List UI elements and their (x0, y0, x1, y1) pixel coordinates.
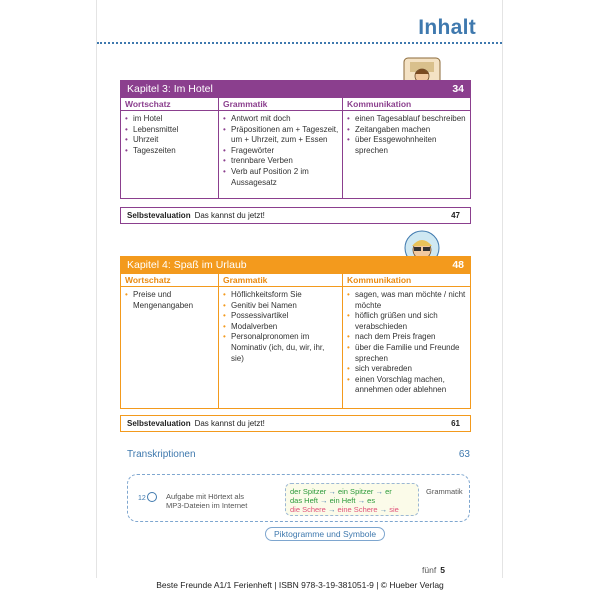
col-title: Grammatik (219, 274, 342, 287)
grammar-word: ein Heft (329, 496, 356, 505)
col-grammatik (219, 274, 343, 408)
list-item: • Verb auf Position 2 im Aussagesatz (223, 167, 339, 188)
transcriptions-page: 63 (458, 449, 470, 460)
list-item: • Possessivartikel (223, 311, 339, 322)
transcriptions-label: Transkriptionen (127, 449, 196, 460)
audio-text-line: Aufgabe mit Hörtext als (166, 492, 244, 501)
col-wortschatz (121, 98, 219, 198)
chapter-3-block (120, 80, 471, 199)
list-item: • Preise und Mengenangaben (125, 290, 215, 311)
grammar-word: sie (389, 505, 399, 514)
list-item: • Modalverben (223, 322, 339, 333)
chapter-3-title: Kapitel 3: Im Hotel (127, 83, 213, 95)
self-text: Das kannst du jetzt! (194, 211, 265, 220)
col-title: Wortschatz (121, 274, 218, 287)
grammar-word: eine Schere (337, 505, 378, 514)
grammar-label: Grammatik (426, 487, 463, 496)
list-item: • einen Vorschlag machen, annehmen oder ablehnen (347, 375, 467, 396)
chapter-4-title: Kapitel 4: Spaß im Urlaub (127, 259, 247, 271)
col-title: Grammatik (219, 98, 342, 111)
self-label: Selbstevaluation (127, 419, 191, 428)
chapter-3-table (120, 98, 471, 199)
list-item: • trennbare Verben (223, 156, 339, 167)
list-item: • Uhrzeit (125, 135, 215, 146)
list-item: • Genitiv bei Namen (223, 301, 339, 312)
list-item: • Lebensmittel (125, 125, 215, 136)
grammar-row (290, 487, 414, 496)
list-item: • im Hotel (125, 114, 215, 125)
chapter-3-header[interactable] (120, 80, 471, 98)
heading-divider (97, 42, 502, 44)
symbols-legend (127, 474, 470, 522)
arrow-icon: → (375, 487, 383, 496)
list-item: • Zeitangaben machen (347, 125, 467, 136)
col-title: Kommunikation (343, 98, 470, 111)
list-item: • nach dem Preis fragen (347, 332, 467, 343)
list-item: • einen Tagesablauf beschreiben (347, 114, 467, 125)
col-grammatik (219, 98, 343, 198)
audio-cd-icon (147, 492, 157, 502)
list-item: • Präpositionen am + Tageszeit, um + Uhrzeit, zum + Essen (223, 125, 339, 146)
page-heading: Inhalt (418, 16, 476, 39)
self-label: Selbstevaluation (127, 211, 191, 220)
col-title: Kommunikation (343, 274, 470, 287)
arrow-icon: → (327, 505, 336, 514)
col-kommunikation (343, 274, 470, 408)
grammar-word: es (367, 496, 376, 505)
col-kommunikation (343, 98, 470, 198)
grammar-example-box (285, 483, 463, 516)
cd-track-number: 12 (138, 495, 146, 502)
list-item: • über Essgewohnheiten sprechen (347, 135, 467, 156)
chapter-4-selfevaluation[interactable] (120, 415, 471, 432)
self-text: Das kannst du jetzt! (194, 419, 265, 428)
col-title: Wortschatz (121, 98, 218, 111)
list-item: • Höflichkeitsform Sie (223, 290, 339, 301)
audio-text-line: MP3-Dateien im Internet (166, 501, 248, 510)
list-item: • Fragewörter (223, 146, 339, 157)
symbols-pill: Piktogramme und Symbole (265, 527, 385, 541)
grammar-row (290, 496, 414, 505)
audio-description (166, 492, 247, 510)
col-wortschatz (121, 274, 219, 408)
transcriptions-entry[interactable] (127, 449, 470, 460)
chapter-4-page: 48 (452, 259, 464, 271)
page-word: fünf (422, 565, 437, 575)
list-item: • Tageszeiten (125, 146, 215, 157)
chapter-4-header[interactable] (120, 256, 471, 274)
list-item: • sich verabreden (347, 364, 467, 375)
chapter-4-block (120, 256, 471, 409)
page-digit: 5 (440, 565, 445, 575)
self-page: 61 (451, 419, 460, 428)
chapter-3-page: 34 (452, 83, 464, 95)
grammar-word: das Heft (290, 496, 318, 505)
grammar-word: er (385, 487, 392, 496)
self-page: 47 (451, 211, 460, 220)
arrow-icon: → (357, 496, 366, 505)
footer: Beste Freunde A1/1 Ferienheft | ISBN 978-3-19-381051-9 | © Hueber Verlag (156, 580, 444, 590)
arrow-icon: → (320, 496, 328, 505)
list-item: • Personalpronomen im Nominativ (ich, du, wir, ihr, sie) (223, 332, 339, 364)
grammar-word: ein Spitzer (337, 487, 374, 496)
list-item: • höflich grüßen und sich verabschieden (347, 311, 467, 332)
list-item: • über die Familie und Freunde sprechen (347, 343, 467, 364)
grammar-word: die Schere (290, 505, 326, 514)
list-item: • Antwort mit doch (223, 114, 339, 125)
page-number (422, 565, 445, 575)
list-item: • sagen, was man möchte / nicht möchte (347, 290, 467, 311)
arrow-icon: → (328, 487, 336, 496)
chapter-4-table (120, 274, 471, 409)
grammar-row (290, 505, 414, 514)
grammar-word: der Spitzer (290, 487, 327, 496)
chapter-3-selfevaluation[interactable] (120, 207, 471, 224)
arrow-icon: → (379, 505, 388, 514)
book-page (96, 0, 503, 578)
